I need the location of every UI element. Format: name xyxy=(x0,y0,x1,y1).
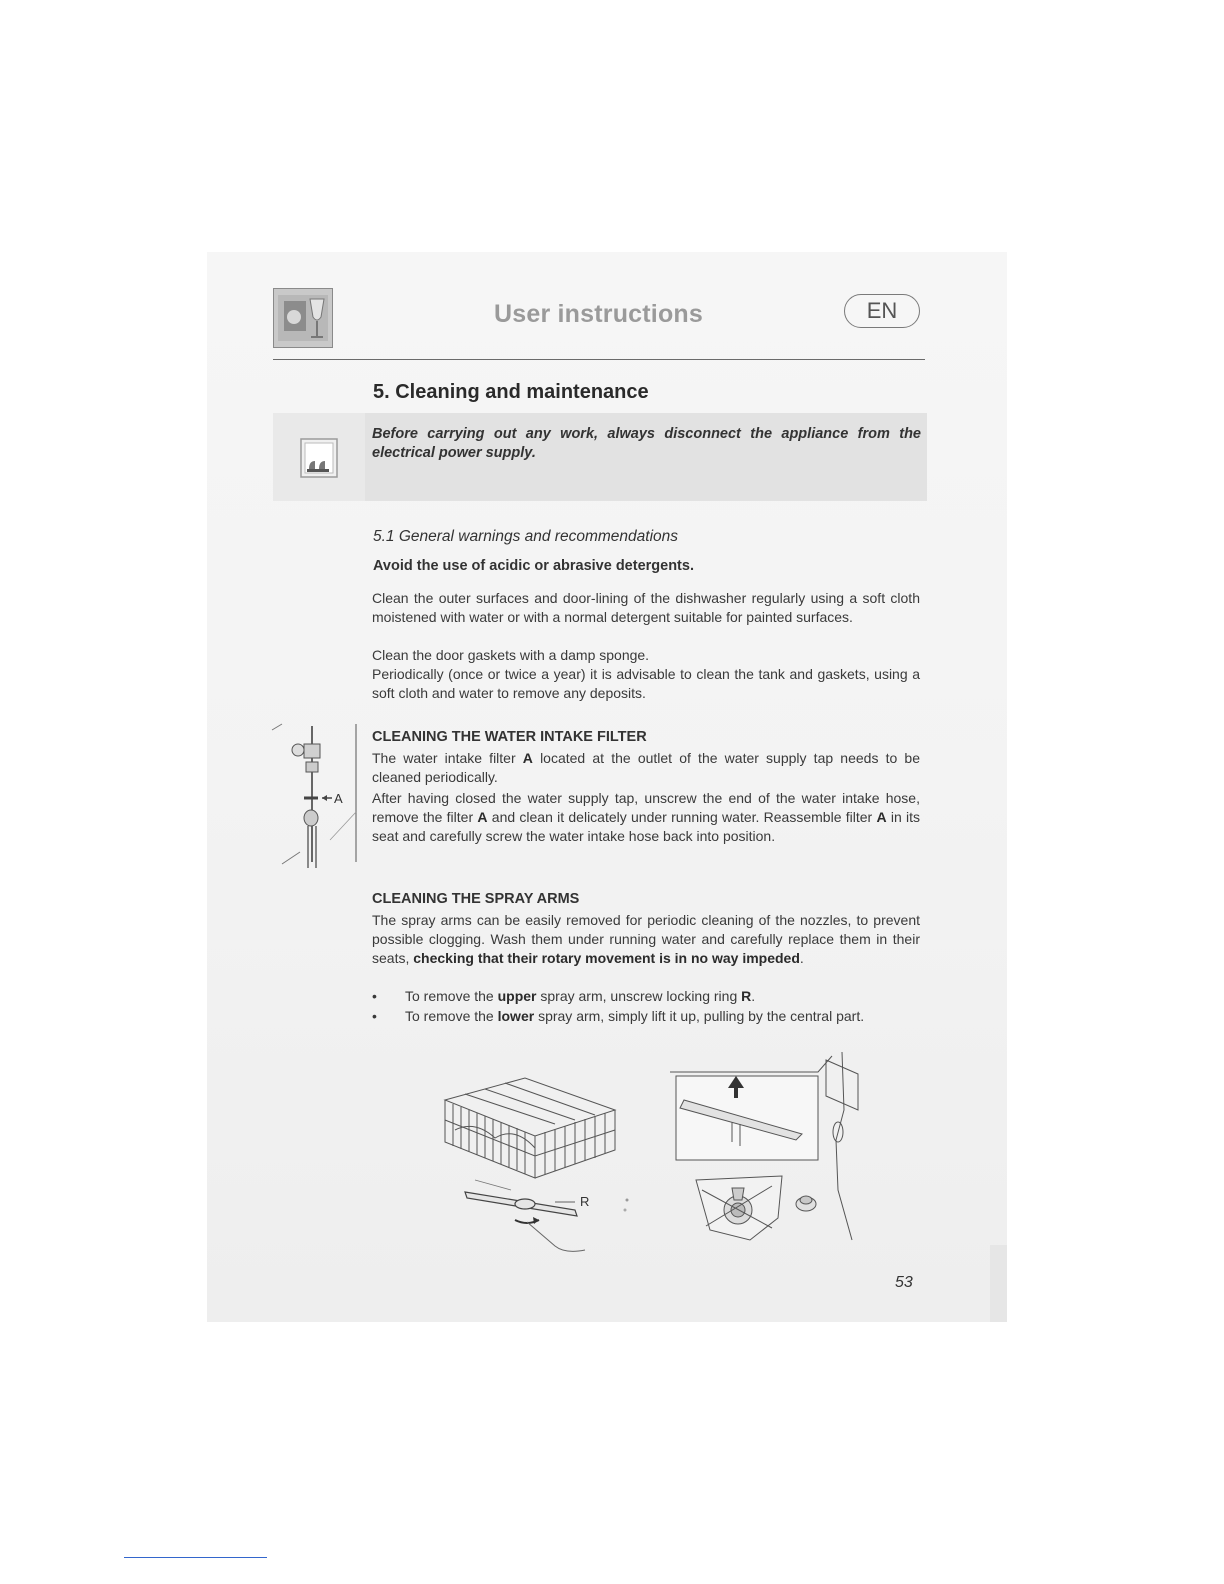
footnote-divider xyxy=(124,1557,267,1558)
upper-rack-spray-arm-illustration xyxy=(435,1070,635,1260)
dishwasher-logo-icon xyxy=(273,288,333,348)
periodic-cleaning-paragraph: Periodically (once or twice a year) it is advisable to clean the tank and gaskets, using a soft cloth and water to remove any deposits. xyxy=(372,666,920,701)
section-title: 5. Cleaning and maintenance xyxy=(373,381,649,403)
list-item: • To remove the lower spray arm, simply lift it up, pulling by the central part. xyxy=(372,1008,865,1024)
gasket-paragraph: Clean the door gaskets with a damp sponge. xyxy=(372,647,650,663)
lower-spray-arm-illustration xyxy=(662,1050,862,1260)
page-number: 53 xyxy=(895,1274,913,1291)
page-edge-shadow xyxy=(990,1245,1007,1322)
water-intake-filter-illustration xyxy=(270,722,362,870)
filter-paragraph-1: The water intake filter A located at the outlet of the water supply tap needs to be cleaned periodically. xyxy=(372,750,920,785)
subsection-lead-text: Avoid the use of acidic or abrasive detergents. xyxy=(373,558,694,574)
header-divider xyxy=(273,359,925,360)
filter-label-a: A xyxy=(334,791,343,806)
language-badge: EN xyxy=(844,294,920,328)
warning-icon-cell xyxy=(273,413,365,501)
outer-surface-paragraph: Clean the outer surfaces and door-lining of the dishwasher regularly using a soft cloth moistened with water or with a normal detergent suitable for painted surfaces. xyxy=(372,590,920,625)
locking-ring-label-r: R xyxy=(580,1194,590,1209)
spray-arm-steps-list xyxy=(372,987,920,1027)
power-socket-icon xyxy=(287,425,351,489)
spray-arms-paragraph: The spray arms can be easily removed for periodic cleaning of the nozzles, to prevent possible clogging. Wash them under running water and carefully replace them in their seats, checking that their rotary movement is in no way impeded. xyxy=(372,912,920,966)
subsection-title: 5.1 General warnings and recommendations xyxy=(373,528,679,545)
list-item: • To remove the upper spray arm, unscrew locking ring R. xyxy=(372,988,756,1004)
spray-arms-heading: CLEANING THE SPRAY ARMS xyxy=(372,891,580,907)
filter-heading: CLEANING THE WATER INTAKE FILTER xyxy=(372,729,647,745)
filter-paragraph-2: After having closed the water supply tap, unscrew the end of the water intake hose, remove the filter A and clean it delicately under running water. Reassemble filter A in its seat and carefully screw the water intake hose back into position. xyxy=(372,790,920,844)
header-title: User instructions xyxy=(493,300,703,328)
warning-text: Before carrying out any work, always disconnect the appliance from the electrical power supply. xyxy=(372,426,921,461)
